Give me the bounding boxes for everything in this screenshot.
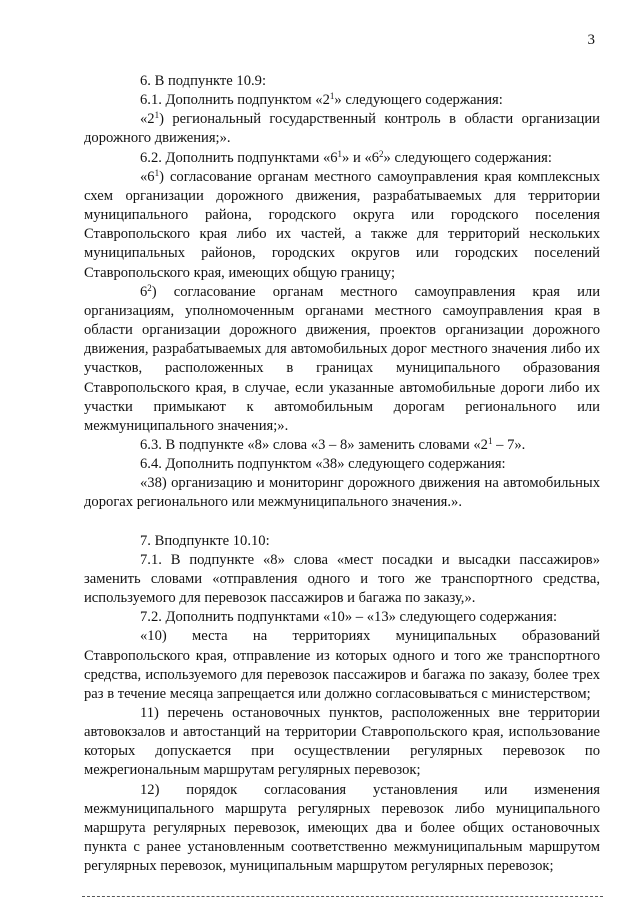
paragraph: $6^2$) согласование органам местного самоуправления края или организациям, уполномоченным органами местного самоуправления края в области организации дорожного движения, проектов организации дорожного движения, разрабатываемых для автомобильных дорог местного значения либо их участков, расположенных в границах муниципального образования Ставропольского края, в случае, если указанные автомобильные дороги либо их участки примыкают к автомобильным дорогам регионального или межмуниципального значения;». [84, 282, 600, 434]
page-number: 3 [587, 32, 595, 48]
paragraph: «10) места на территориях муниципальных образований Ставропольского края, отправление из которых одного и того же транспортного средства, используемого для перевозок пассажиров и багажа по заказу, более трех раз в течение месяца запрещается или должно согласовываться с министерством; [84, 628, 600, 702]
paragraph: 6.1. Дополнить подпунктом «$2^1$» следующего содержания: [140, 91, 503, 109]
paragraph: «$6^1$) согласование органам местного самоуправления края комплексных схем организации дорожного движения, разрабатываемых для территории муниципального района, городского округа или городского поселения Ставропольского края либо их частей, а также для территорий нескольких муниципальных районов, городских округов или городских поселений Ставропольского края, имеющих общую границу; [84, 167, 600, 281]
paragraph: 6.3. В подпункте «8» слова «3 – 8» заменить словами «$2^1 - 7$». [140, 435, 526, 453]
paragraph: 11) перечень остановочных пунктов, расположенных вне территории автовокзалов и автостанций на территории Ставропольского края, использование которых допускается при осуществлении регулярных перевозок по межрегиональным маршрутам регулярных перевозок; [84, 705, 600, 779]
paragraph: 7. Вподпункте 10.10: [140, 532, 270, 549]
paragraph: «$2^1$) региональный государственный контроль в области организации дорожного движения;». [84, 110, 600, 147]
paragraph: 6.2. Дополнить подпунктами «$6^1$» и «$6^2$» следующего содержания: [140, 148, 552, 166]
paragraph: 7.1. В подпункте «8» слова «мест посадки и высадки пассажиров» заменить словами «отправления одного и того же транспортного средства, используемого для перевозок пассажиров и багажа по заказу,». [84, 551, 600, 607]
paragraph: 12) порядок согласования установления или изменения межмуниципального маршрута регулярных перевозок либо муниципального маршрута регулярных перевозок, имеющих два и более общих остановочных пункта с ранее установленным соответственно межмуниципальным маршрутом регулярных перевозок, муниципальным маршрутом регулярных перевозок; [84, 781, 600, 875]
footer-divider [82, 896, 603, 897]
paragraph: 6.4. Дополнить подпунктом «38» следующего содержания: [140, 456, 506, 473]
paragraph: «38) организацию и мониторинг дорожного движения на автомобильных дорогах регионального или межмуниципального значения.». [84, 475, 600, 511]
paragraph: 6. В подпункте 10.9: [140, 73, 266, 89]
document-body [84, 72, 600, 876]
paragraph: 7.2. Дополнить подпунктами «10» – «13» следующего содержания: [140, 609, 558, 626]
